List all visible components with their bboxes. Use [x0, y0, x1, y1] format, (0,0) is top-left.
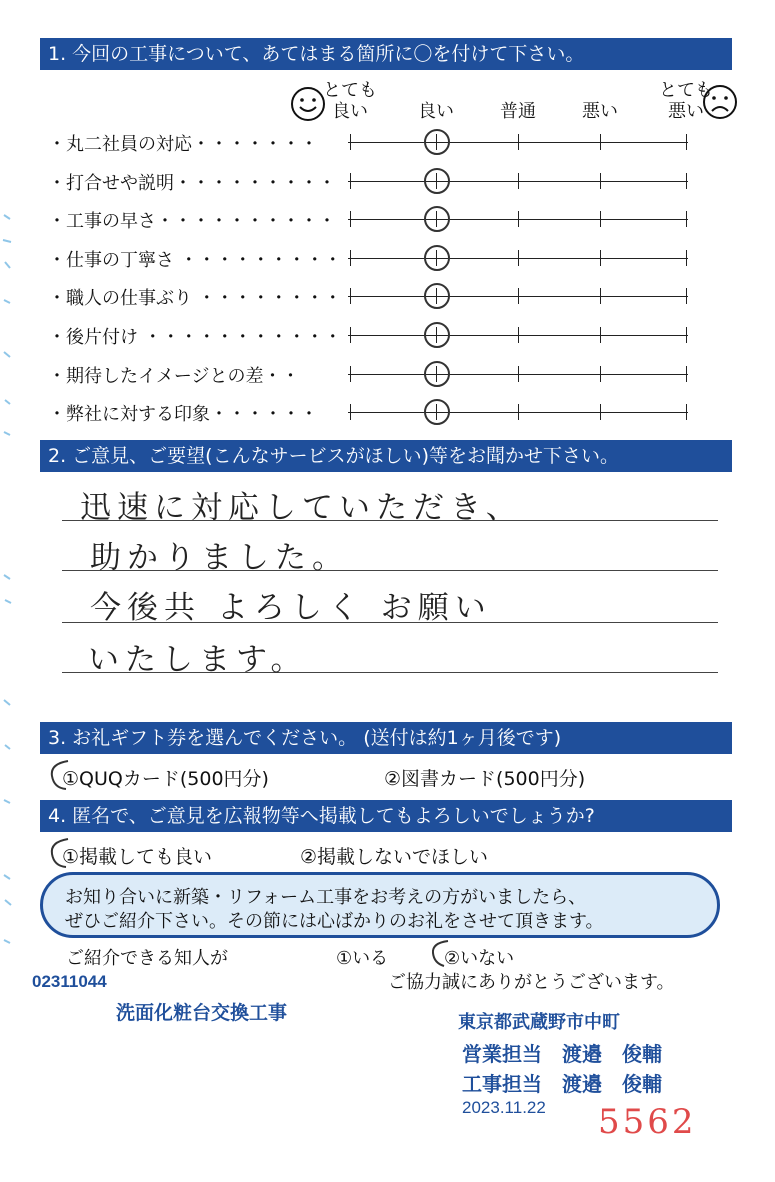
rating-selection-circle [424, 361, 450, 387]
rating-tick[interactable] [600, 288, 601, 304]
rating-row-label: ・丸二社員の対応・・・・・・・ [48, 134, 318, 155]
rating-selection-circle [424, 206, 450, 232]
comment-line-2: 助かりました。 [90, 540, 349, 576]
rating-tick[interactable] [600, 211, 601, 227]
rating-tick[interactable] [518, 173, 519, 189]
left-edge-marks [0, 0, 14, 1182]
construction-rep: 工事担当 渡邉 俊輔 [462, 1074, 662, 1096]
rating-tick[interactable] [350, 211, 351, 227]
comment-line-4: いたします。 [88, 642, 308, 678]
referral-box-line-2: ぜひご紹介下さい。その節には心ばかりのお礼をさせて頂きます。 [65, 911, 604, 932]
rating-selection-circle [424, 322, 450, 348]
rating-tick[interactable] [518, 366, 519, 382]
rating-selection-circle [424, 399, 450, 425]
rating-row-label: ・仕事の丁寧さ ・・・・・・・・・ [48, 250, 342, 271]
rating-tick[interactable] [518, 404, 519, 420]
rating-tick[interactable] [600, 134, 601, 150]
rating-row-label: ・工事の早さ・・・・・・・・・・ [48, 211, 336, 232]
rating-row-label: ・職人の仕事ぶり ・・・・・・・・ [48, 288, 342, 309]
scale-header: 悪い [582, 101, 618, 122]
gift-selection-mark [46, 758, 76, 792]
rating-tick[interactable] [686, 327, 687, 343]
publish-selection-mark [46, 836, 76, 870]
section-3-header: 3. お礼ギフト券を選んでください。 (送付は約1ヶ月後です) [40, 722, 732, 754]
rating-selection-circle [424, 283, 450, 309]
scale-header: とても 良い [323, 80, 377, 122]
rating-tick[interactable] [518, 327, 519, 343]
rating-tick[interactable] [350, 366, 351, 382]
rating-tick[interactable] [518, 211, 519, 227]
gift-option-book[interactable]: ②図書カード(500円分) [384, 768, 586, 790]
rating-tick[interactable] [350, 250, 351, 266]
section-4-header: 4. 匿名で、ご意見を広報物等へ掲載してもよろしいでしょうか? [40, 800, 732, 832]
rating-tick[interactable] [518, 288, 519, 304]
rating-row-label: ・打合せや説明・・・・・・・・・ [48, 173, 336, 194]
customer-code: 02311044 [32, 972, 107, 991]
rating-tick[interactable] [518, 134, 519, 150]
rating-row-label: ・後片付け ・・・・・・・・・・・ [48, 327, 342, 348]
handwritten-number: 5562 [598, 1102, 697, 1142]
rating-tick[interactable] [350, 173, 351, 189]
rating-tick[interactable] [600, 327, 601, 343]
comment-line-1: 迅速に対応していただき、 [80, 490, 523, 526]
rating-selection-circle [424, 129, 450, 155]
gift-option-quo[interactable]: ①QUQカード(500円分) [62, 768, 269, 790]
scale-header: とても 悪い [659, 80, 713, 122]
rating-tick[interactable] [518, 250, 519, 266]
scale-header: 普通 [500, 101, 536, 122]
rating-tick[interactable] [600, 173, 601, 189]
referral-question: ご紹介できる知人が [66, 948, 228, 969]
referral-info-box [40, 872, 720, 938]
scale-header: 良い [418, 101, 454, 122]
referral-box-line-1: お知り合いに新築・リフォーム工事をお考えの方がいましたら、 [65, 887, 587, 908]
company-address: 東京都武蔵野市中町 [458, 1012, 620, 1032]
section-1-header: 1. 今回の工事について、あてはまる箇所に〇を付けて下さい。 [40, 38, 732, 70]
rating-tick[interactable] [686, 288, 687, 304]
referral-option-no[interactable]: ②いない [444, 948, 515, 969]
rating-tick[interactable] [350, 288, 351, 304]
rating-selection-circle [424, 168, 450, 194]
referral-option-yes[interactable]: ①いる [336, 948, 389, 969]
rating-tick[interactable] [686, 211, 687, 227]
project-name: 洗面化粧台交換工事 [116, 1003, 288, 1024]
survey-date: 2023.11.22 [462, 1098, 546, 1117]
rating-tick[interactable] [686, 250, 687, 266]
publish-option-no[interactable]: ②掲載しないでほしい [300, 846, 489, 868]
rating-tick[interactable] [600, 250, 601, 266]
rating-tick[interactable] [686, 173, 687, 189]
rating-tick[interactable] [350, 134, 351, 150]
rating-tick[interactable] [600, 404, 601, 420]
rating-tick[interactable] [686, 404, 687, 420]
rating-tick[interactable] [600, 366, 601, 382]
rating-tick[interactable] [686, 366, 687, 382]
rating-row-label: ・期待したイメージとの差・・ [48, 366, 300, 387]
section-2-header: 2. ご意見、ご要望(こんなサービスがほしい)等をお聞かせ下さい。 [40, 440, 732, 472]
rating-tick[interactable] [350, 404, 351, 420]
comment-line-3: 今後共 よろしく お願い [90, 590, 492, 626]
rating-tick[interactable] [350, 327, 351, 343]
rating-row-label: ・弊社に対する印象・・・・・・ [48, 404, 318, 425]
referral-selection-mark [428, 938, 454, 968]
rating-selection-circle [424, 245, 450, 271]
thanks-message: ご協力誠にありがとうございます。 [388, 972, 675, 993]
rating-tick[interactable] [686, 134, 687, 150]
publish-option-yes[interactable]: ①掲載しても良い [62, 846, 213, 868]
sales-rep: 営業担当 渡邉 俊輔 [462, 1044, 662, 1066]
